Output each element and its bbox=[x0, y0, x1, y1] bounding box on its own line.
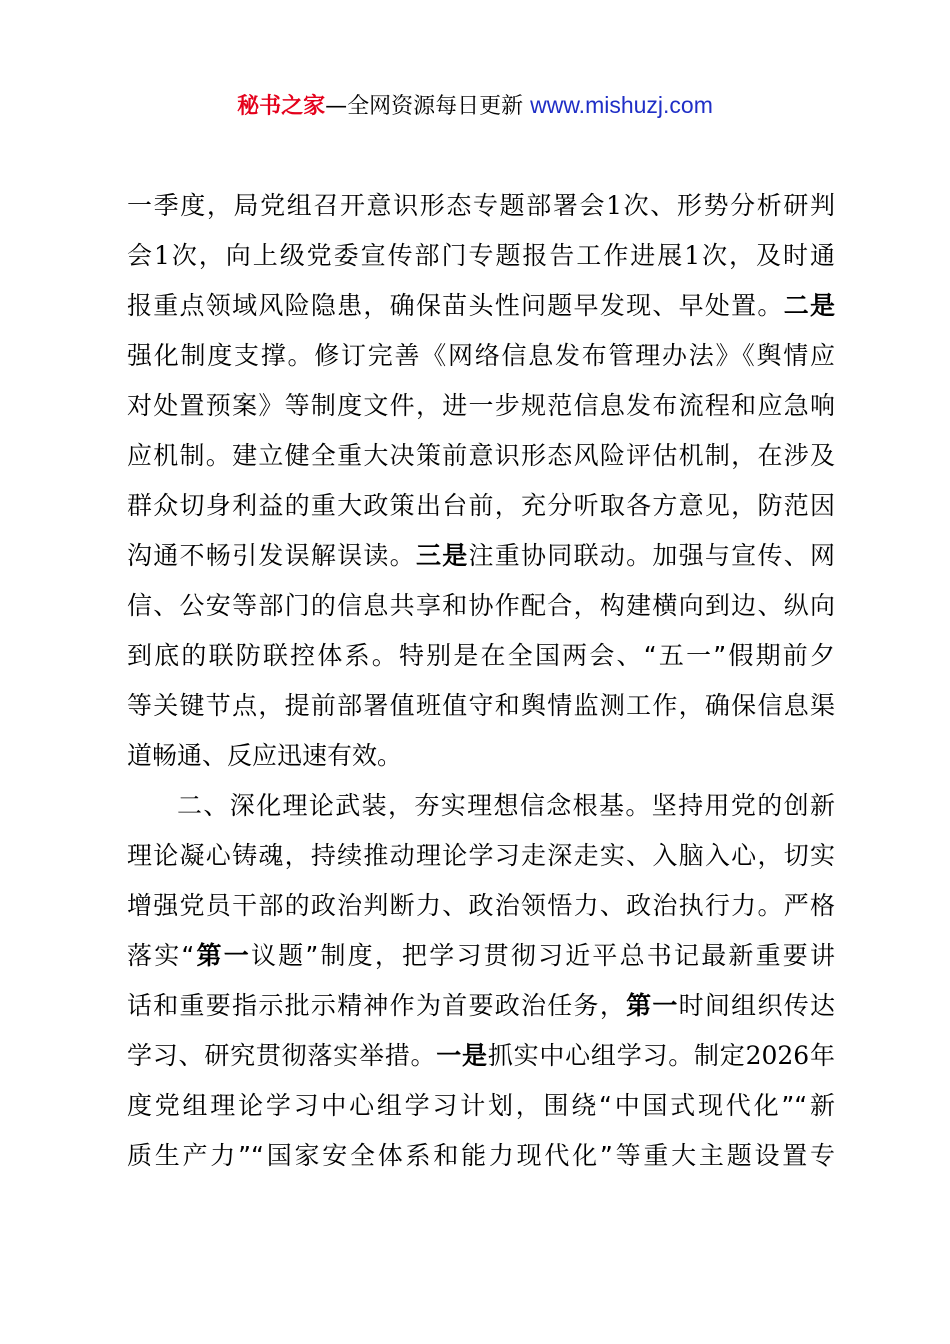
text-run: 落实“ bbox=[127, 941, 195, 970]
text-line bbox=[127, 981, 835, 1031]
text-line bbox=[127, 681, 835, 731]
text-run: 信、公安等部门的信息共享和协作配合，构建横向到边、纵向 bbox=[127, 591, 835, 620]
text-run: 沟通不畅引发误解误读。 bbox=[127, 541, 416, 570]
text-run: 时间组织传达 bbox=[678, 991, 835, 1020]
text-line bbox=[127, 881, 835, 931]
numeral-text: 1 bbox=[606, 191, 623, 220]
text-line bbox=[127, 1081, 835, 1131]
bold-text: 三是 bbox=[415, 541, 469, 570]
text-run: 质生产力”“国家安全体系和能力现代化”等重大主题设置专 bbox=[127, 1141, 835, 1170]
text-line bbox=[127, 831, 835, 881]
text-line bbox=[127, 1031, 835, 1081]
text-run: 话和重要指示批示精神作为首要政治任务， bbox=[127, 991, 627, 1020]
site-tagline: —全网资源每日更新 bbox=[325, 94, 531, 119]
text-run: 学习、研究贯彻落实举措。 bbox=[127, 1041, 437, 1070]
text-run: 年 bbox=[809, 1041, 835, 1070]
site-url-link[interactable]: www.mishuzj.com bbox=[530, 92, 713, 118]
text-run: 一季度，局党组召开意识形态专题部署会 bbox=[127, 191, 607, 220]
text-run: 到底的联防联控体系。特别是在全国两会、“五一”假期前夕 bbox=[127, 641, 835, 670]
paragraph-heading-line bbox=[127, 781, 835, 831]
text-line bbox=[127, 431, 835, 481]
text-line bbox=[127, 931, 835, 981]
text-run: 议题”制度，把学习贯彻习近平总书记最新重要讲 bbox=[250, 941, 835, 970]
bold-text: 第一 bbox=[626, 991, 679, 1020]
numeral-text: 2026 bbox=[745, 1041, 810, 1070]
text-run: 应机制。建立健全重大决策前意识形态风险评估机制，在涉及 bbox=[127, 441, 835, 470]
text-run: 理论凝心铸魂，持续推动理论学习走深走实、入脑入心，切实 bbox=[127, 841, 835, 870]
text-line bbox=[127, 181, 835, 231]
text-run: 度党组理论学习中心组学习计划，围绕“中国式现代化”“新 bbox=[127, 1091, 835, 1120]
document-body bbox=[127, 181, 835, 1181]
text-run: 次，及时通 bbox=[700, 241, 835, 270]
text-line bbox=[127, 281, 835, 331]
text-run: 次、形势分析研判 bbox=[622, 191, 835, 220]
text-line bbox=[127, 481, 835, 531]
site-name: 秘书之家 bbox=[237, 94, 326, 119]
text-run: 会 bbox=[127, 241, 154, 270]
numeral-text: 1 bbox=[153, 241, 170, 270]
numeral-text: 1 bbox=[684, 241, 701, 270]
text-line bbox=[127, 581, 835, 631]
bold-text: 二是 bbox=[783, 291, 835, 320]
bold-text: 第一 bbox=[194, 941, 251, 970]
text-run: 次，向上级党委宣传部门专题报告工作进展 bbox=[169, 241, 685, 270]
text-run: 二、深化理论武装，夯实理想信念根基。坚持用党的创新 bbox=[177, 791, 835, 820]
text-run: 等关键节点，提前部署值班值守和舆情监测工作，确保信息渠 bbox=[127, 691, 835, 720]
bold-text: 一是 bbox=[436, 1041, 488, 1070]
text-line bbox=[127, 331, 835, 381]
text-run: 注重协同联动。加强与宣传、网 bbox=[468, 541, 835, 570]
page-header bbox=[0, 88, 950, 124]
text-run: 抓实中心组学习。制定 bbox=[487, 1041, 746, 1070]
text-line bbox=[127, 531, 835, 581]
text-run: 报重点领域风险隐患，确保苗头性问题早发现、早处置。 bbox=[127, 291, 784, 320]
text-line bbox=[127, 631, 835, 681]
text-line bbox=[127, 231, 835, 281]
text-run: 群众切身利益的重大政策出台前，充分听取各方意见，防范因 bbox=[127, 491, 835, 520]
text-run: 道畅通、反应迅速有效。 bbox=[127, 741, 403, 770]
text-run: 强化制度支撑。修订完善《网络信息发布管理办法》《舆情应 bbox=[127, 341, 835, 370]
text-run: 增强党员干部的政治判断力、政治领悟力、政治执行力。严格 bbox=[127, 891, 835, 920]
text-line bbox=[127, 731, 835, 781]
text-line bbox=[127, 1131, 835, 1181]
text-run: 对处置预案》等制度文件，进一步规范信息发布流程和应急响 bbox=[127, 391, 835, 420]
text-line bbox=[127, 381, 835, 431]
